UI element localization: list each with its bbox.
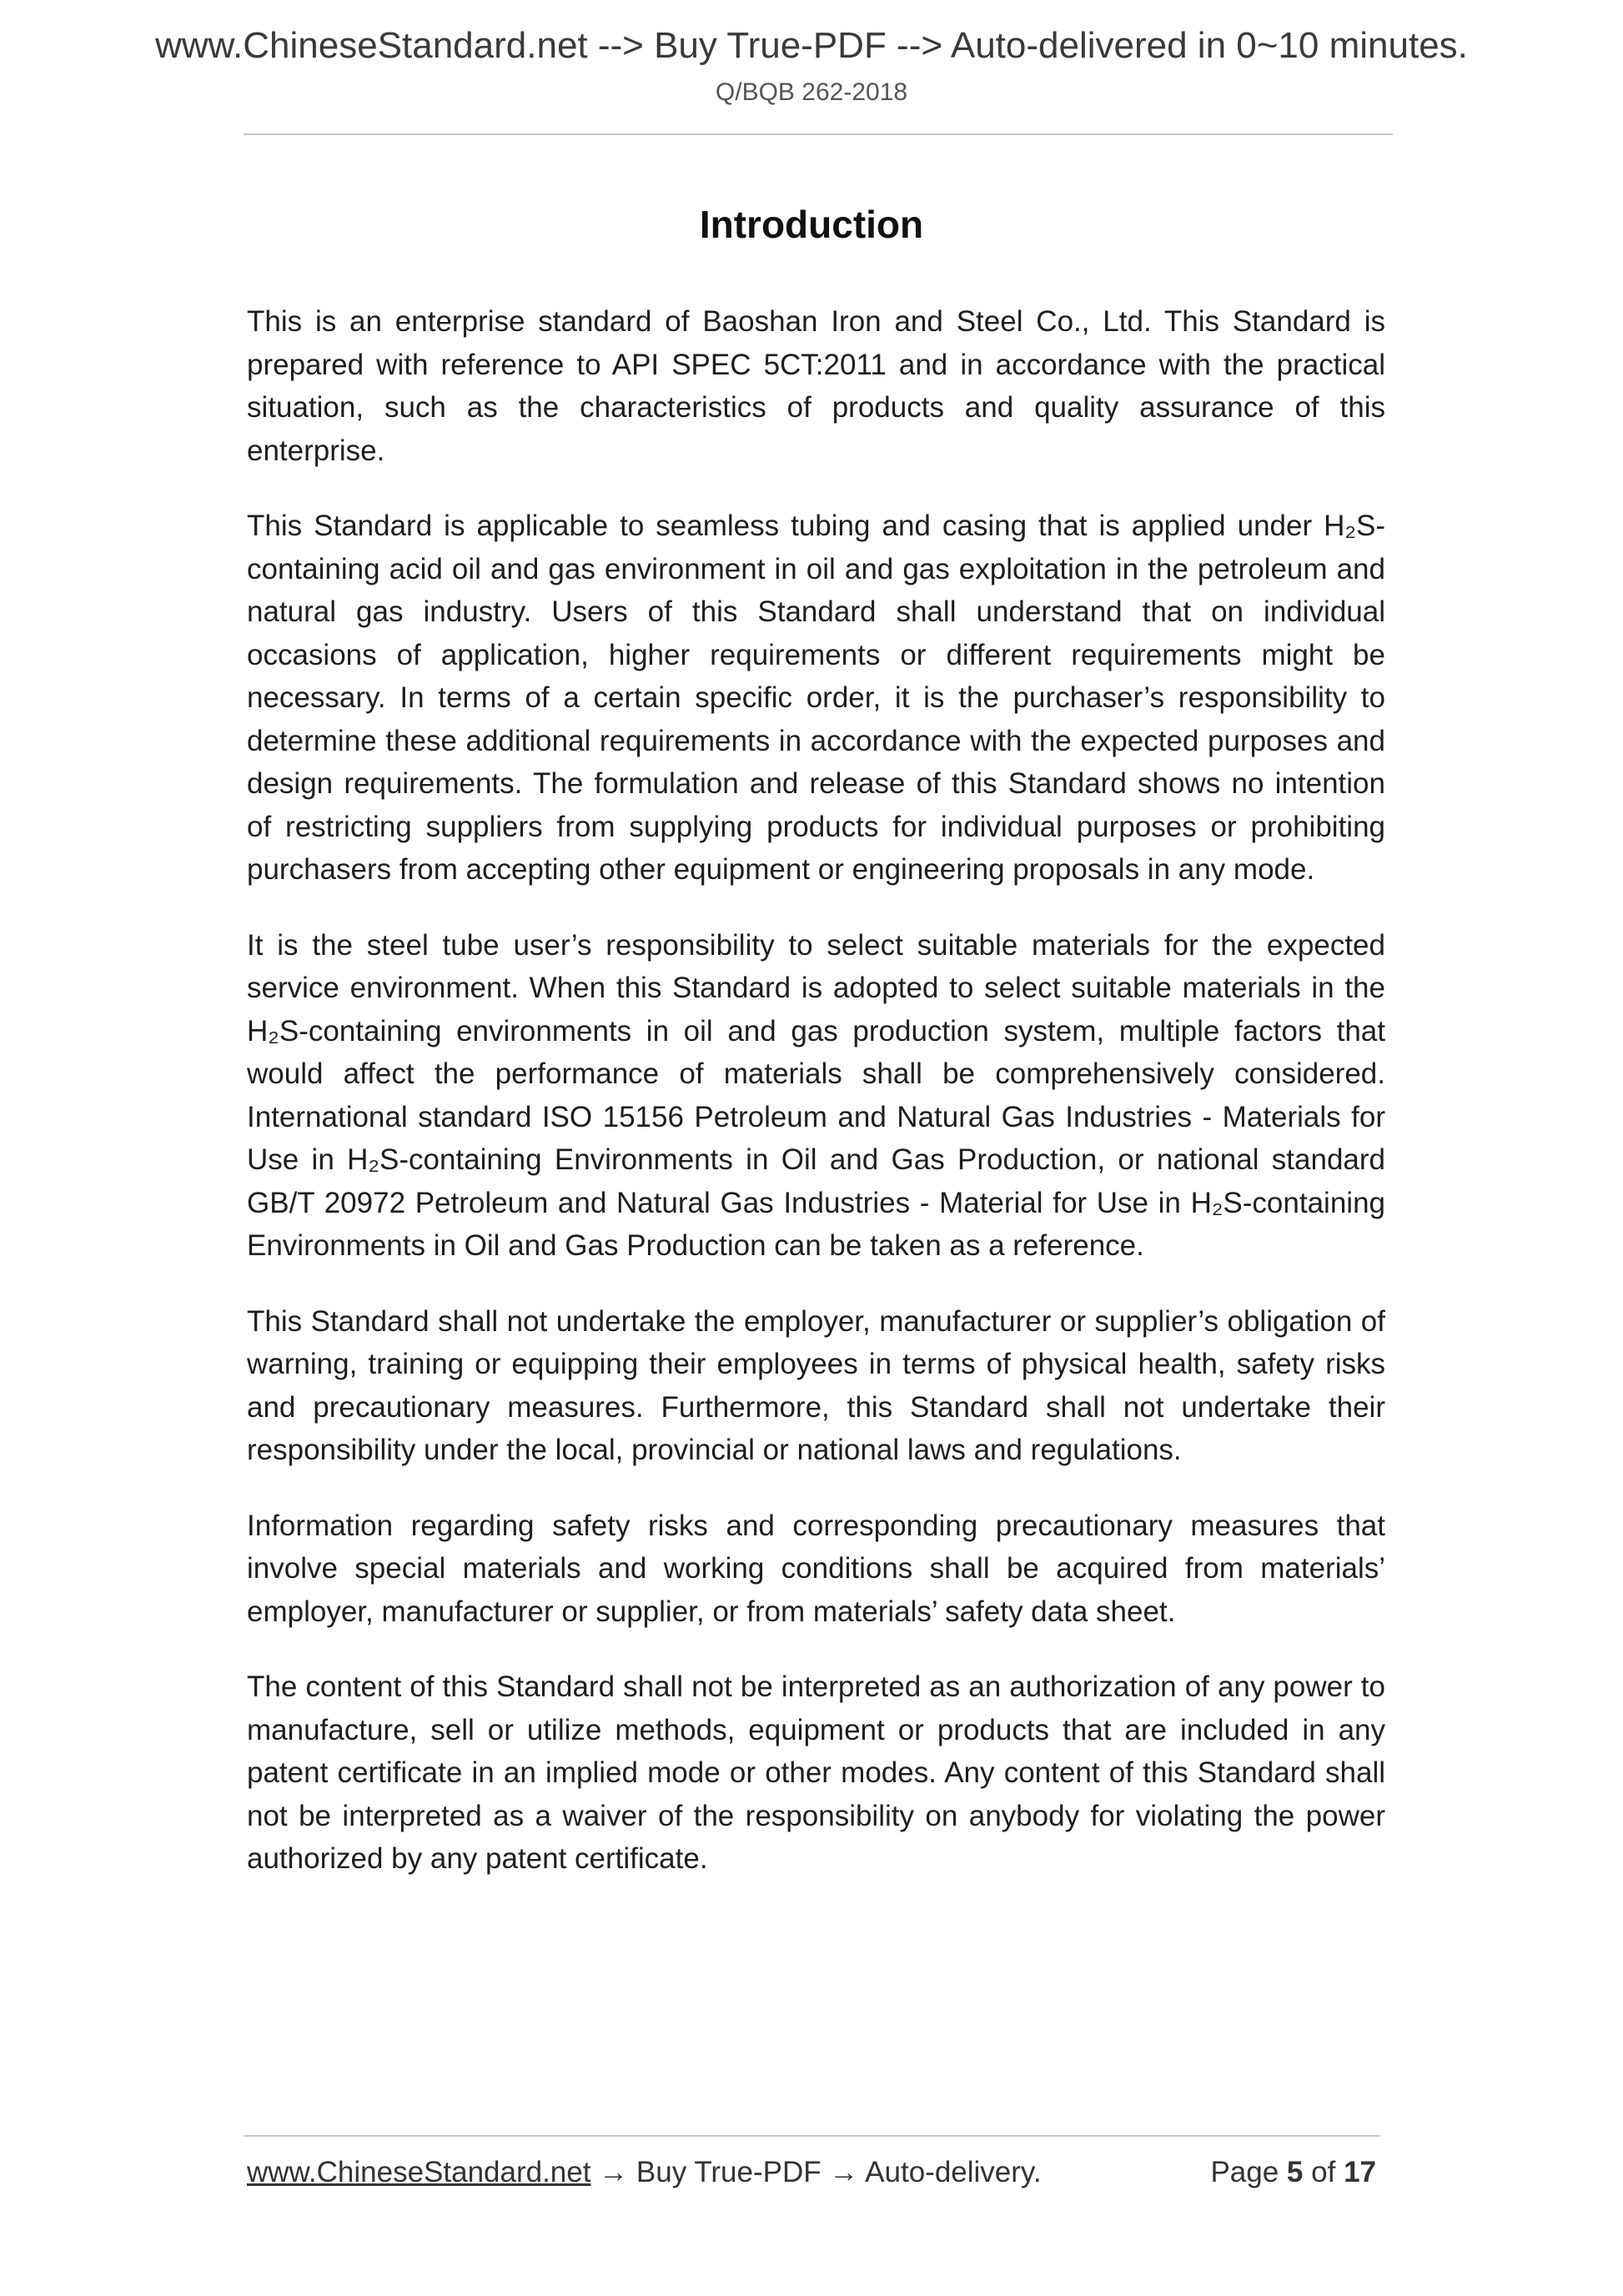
footer-divider [244,2135,1379,2137]
paragraph-6: The content of this Standard shall not be interpreted as an authorization of any power to manufacture, sell or utilize methods, equipment or products that are included in any patent certificate in an implied mode or other modes. Any content of this Standard shall not be interpreted as a waiver of the responsibility on anybody for violating the power authorized by any patent certificate. [247,1671,1385,1875]
site-banner: www.ChineseStandard.net --> Buy True-PDF --> Auto-delivered in 0~10 minutes. [155,25,1468,66]
paragraph-5: Information regarding safety risks and corresponding precautionary measures that involve special materials and working conditions shall be acquired from materials’ employer, manufacturer or supplier, or from materials’ safety data sheet. [247,1509,1385,1628]
page-title: Introduction [699,203,924,246]
footer-left [247,2156,1042,2189]
document-code: Q/BQB 262-2018 [715,78,908,106]
paragraph-1: This is an enterprise standard of Baoshan Iron and Steel Co., Ltd. This Standard is prepared with reference to API SPEC 5CT:2011 and in accordance with the practical situation, such as the characteristics of products and quality assurance of this enterprise. [247,305,1385,467]
document-body [247,300,1385,1913]
of-label: of [1311,2156,1336,2188]
page-indicator [1210,2156,1376,2189]
paragraph-4: This Standard shall not undertake the employer, manufacturer or supplier’s obligation of warning, training or equipping their employees in terms of physical health, safety risks and precautionary measures. Furthermore, this Standard shall not undertake their responsibility under the local, provincial or national laws and regulations. [247,1304,1385,1466]
header-divider [244,133,1393,135]
paragraph-3: It is the steel tube user’s responsibility to select suitable materials for the expected service environment. When this Standard is adopted to select suitable materials in the H₂S-containing environments in oil and gas production system, multiple factors that would affect the performance of materials shall be comprehensively considered. International standard ISO 15156 Petroleum and Natural Gas Industries - Materials for Use in H₂S-containing Environments in Oil and Gas Production, or national standard GB/T 20972 Petroleum and Natural Gas Industries - Material for Use in H₂S-containing Environments in Oil and Gas Production can be taken as a reference. [247,928,1385,1262]
page-label: Page [1210,2156,1279,2188]
footer-site-link[interactable]: www.ChineseStandard.net [247,2156,591,2188]
total-pages: 17 [1344,2156,1376,2188]
paragraph-2: This Standard is applicable to seamless tubing and casing that is applied under H₂S-containing acid oil and gas environment in oil and gas exploitation in the petroleum and natural gas industry. Users of this Standard shall understand that on individual occasions of application, higher requirements or different requirements might be necessary. In terms of a certain specific order, it is the purchaser’s responsibility to determine these additional requirements in accordance with the expected purposes and design requirements. The formulation and release of this Standard shows no intention of restricting suppliers from supplying products for individual purposes or prohibiting purchasers from accepting other equipment or engineering proposals in any mode. [247,510,1385,886]
page-number: 5 [1286,2156,1304,2188]
footer-tagline: → Buy True-PDF → Auto-delivery. [590,2156,1042,2188]
